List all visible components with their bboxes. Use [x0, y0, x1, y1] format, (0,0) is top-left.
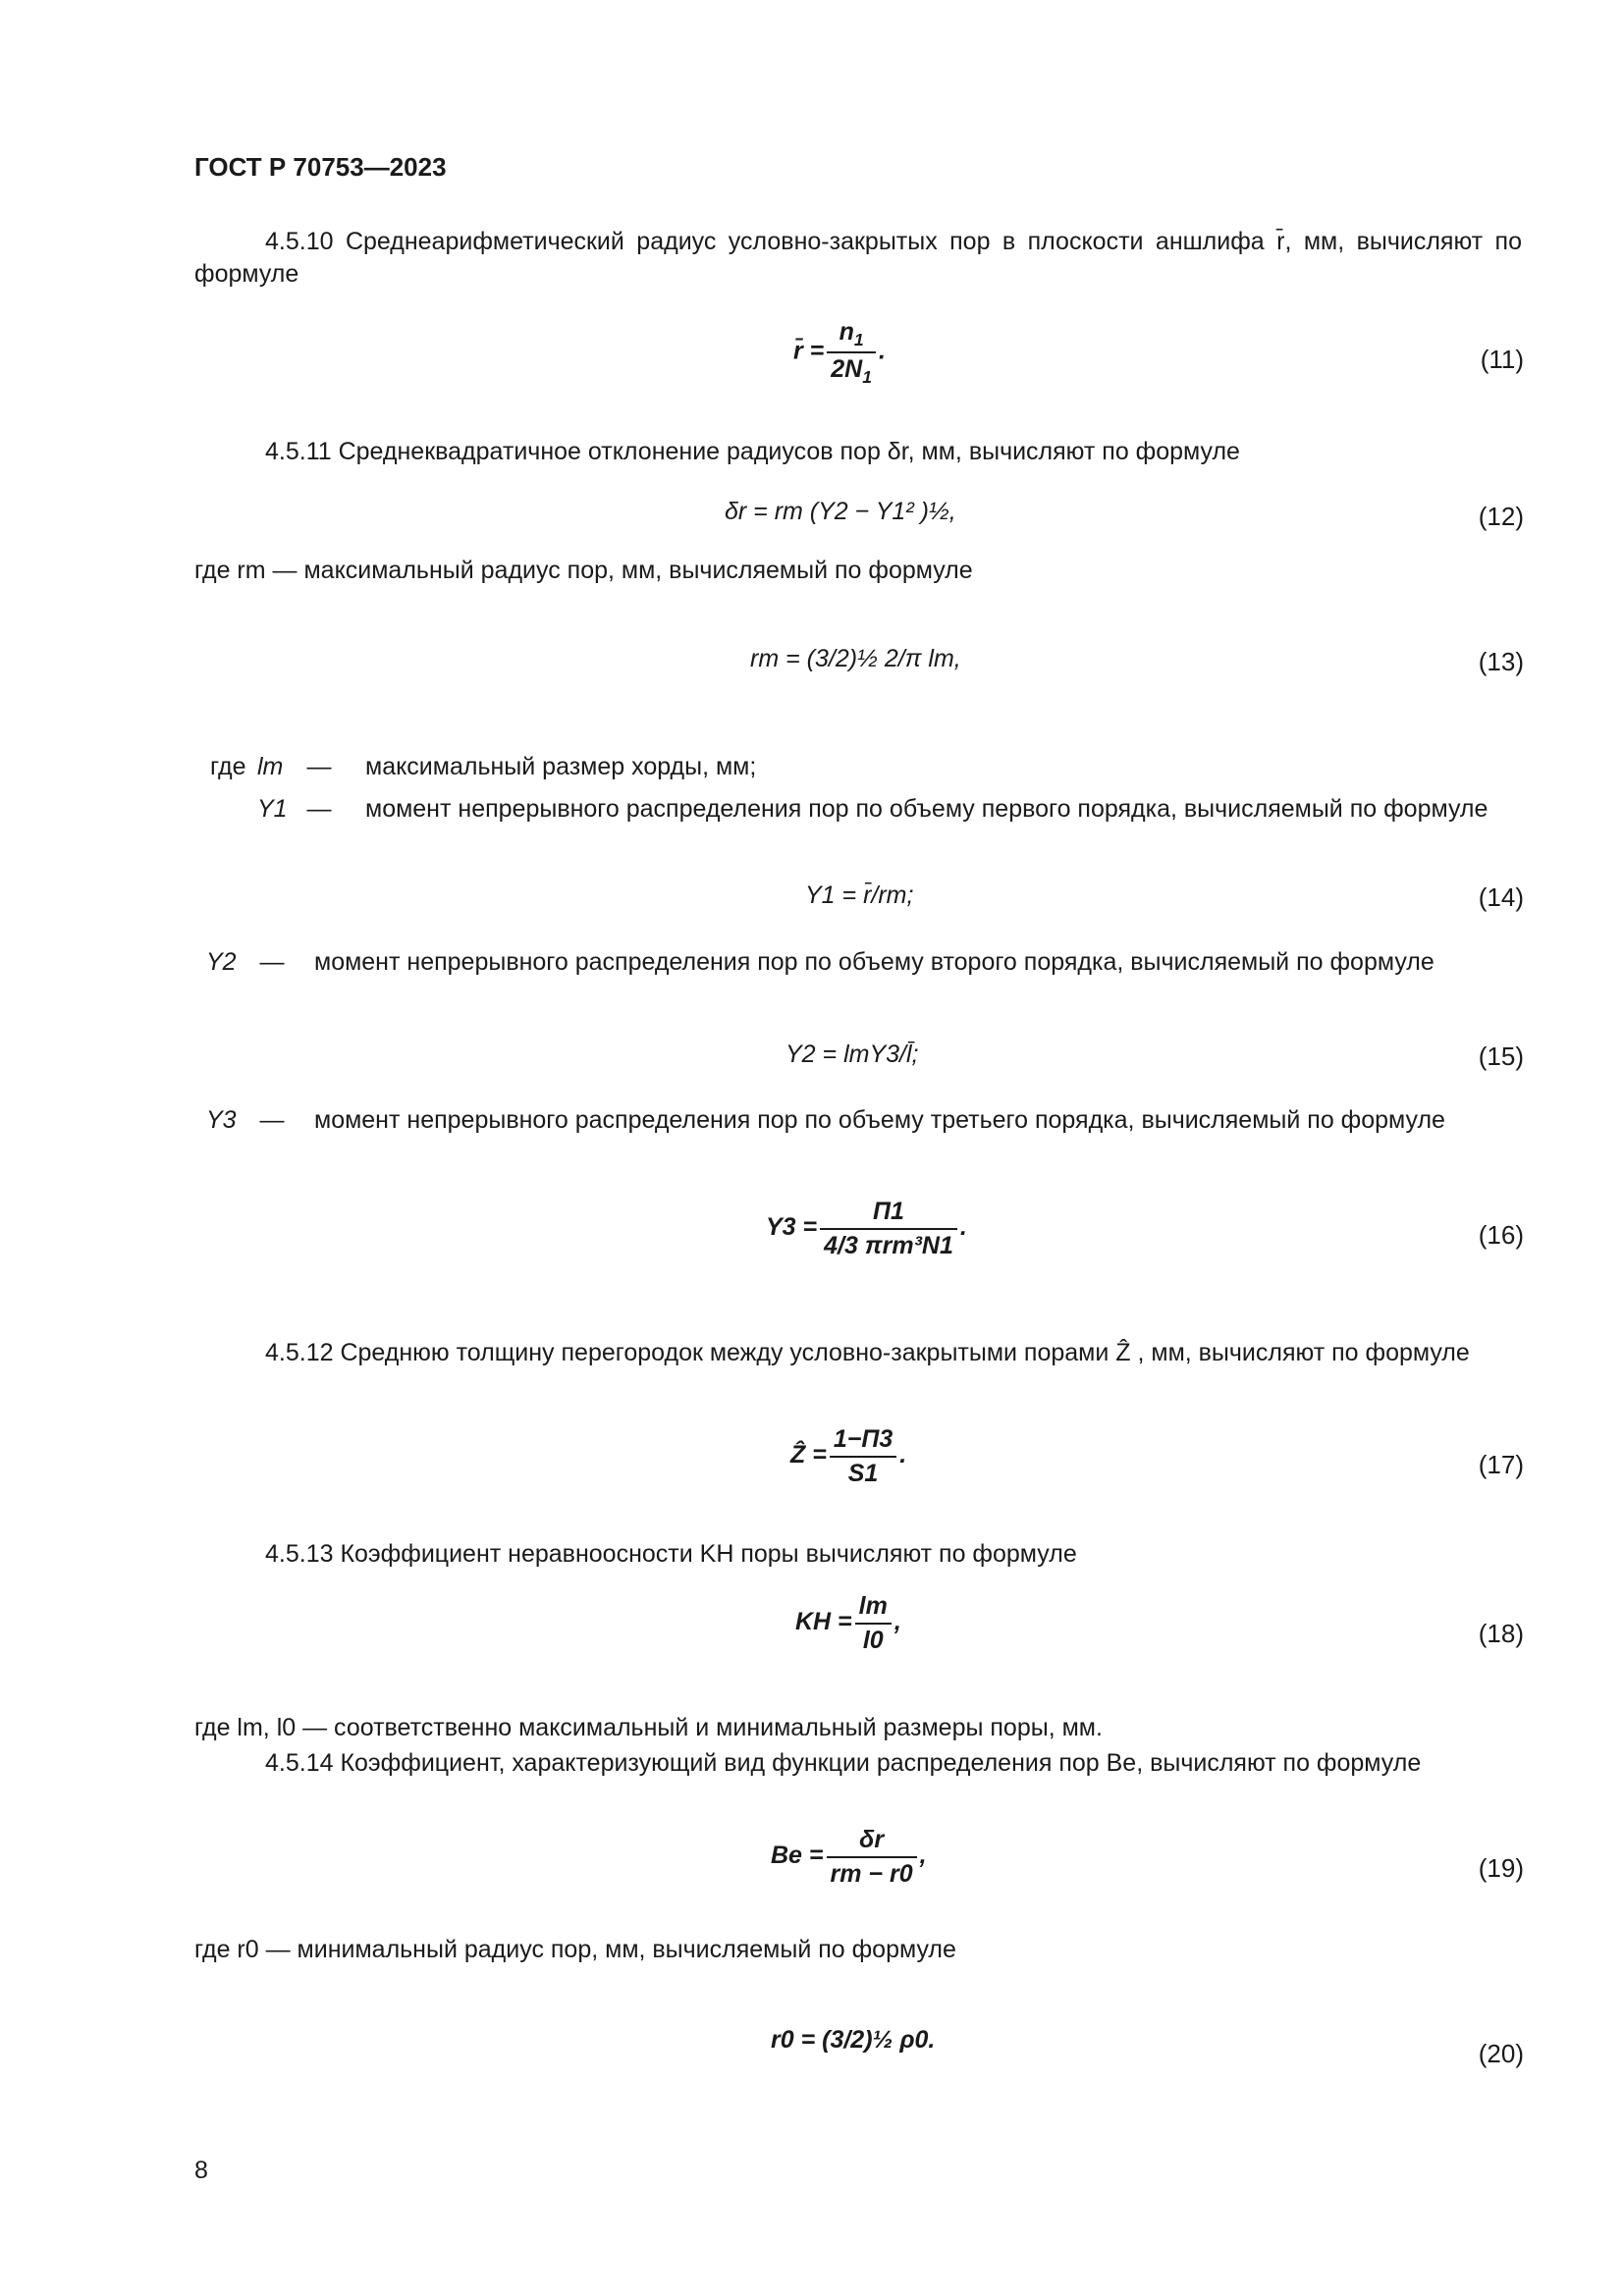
def-y3-desc: момент непрерывного распределения пор по объему третьего порядка, вычисляемый по формуле	[314, 1106, 1445, 1134]
equation-14: Y1 = r̄/rm;	[805, 881, 914, 909]
def-lm-symbol: lm	[257, 753, 284, 780]
paragraph-4-5-13: 4.5.13 Коэффициент неравноосности KH поры вычисляют по формуле	[265, 1540, 1077, 1568]
eq19-tail: ,	[919, 1842, 927, 1870]
eq17-fraction	[830, 1423, 896, 1489]
def-y3-symbol: Y3	[206, 1106, 237, 1134]
eq19-numerator: δr	[827, 1824, 917, 1858]
def-y1-dash: —	[306, 795, 332, 823]
equation-number-16: (16)	[1478, 1220, 1524, 1250]
equation-number-19: (19)	[1478, 1853, 1524, 1883]
equation-number-12: (12)	[1478, 502, 1524, 531]
paragraph-4-5-11: 4.5.11 Среднеквадратичное отклонение радиусов пор δr, мм, вычисляют по формуле	[265, 438, 1240, 465]
where-r0-text: где r0 — минимальный радиус пор, мм, вычисляемый по формуле	[194, 1936, 956, 1963]
eq11-tail: .	[878, 337, 886, 365]
equation-number-15: (15)	[1478, 1041, 1524, 1071]
eq11-numerator: n	[839, 318, 854, 346]
equation-12: δr = rm (Y2 − Y1² )½,	[725, 498, 956, 525]
page-number: 8	[194, 2157, 208, 2184]
eq18-fraction	[855, 1590, 892, 1656]
equation-20: r0 = (3/2)½ ρ0.	[771, 2026, 936, 2054]
eq18-denominator: l0	[862, 1626, 884, 1654]
paragraph-4-5-10: 4.5.10 Среднеарифметический радиус условно-закрытых пор в плоскости аншлифа r̄, мм, вычисляют по формуле	[194, 228, 1522, 288]
where-lm-l0-text: где lm, l0 — соответственно максимальный и минимальный размеры поры, мм.	[194, 1714, 1103, 1741]
eq19-lhs: Be =	[771, 1842, 824, 1870]
equation-number-18: (18)	[1478, 1619, 1524, 1648]
equation-13: rm = (3/2)½ 2/π lm,	[750, 645, 961, 672]
eq19-fraction	[827, 1824, 917, 1890]
def-lm-desc: максимальный размер хорды, мм;	[365, 753, 757, 780]
eq16-denominator: 4/3 πrm³N1	[824, 1231, 953, 1259]
equation-number-17: (17)	[1478, 1450, 1524, 1479]
eq16-fraction	[820, 1196, 957, 1261]
equation-number-20: (20)	[1478, 2039, 1524, 2068]
eq16-tail: .	[959, 1213, 967, 1242]
equation-19	[771, 1824, 927, 1890]
eq11-denominator-sub: 1	[862, 366, 872, 387]
equation-15: Y2 = lmY3/l̄;	[785, 1041, 919, 1068]
eq17-tail: .	[899, 1441, 907, 1469]
equation-17	[790, 1423, 906, 1489]
paragraph-4-5-12: 4.5.12 Среднюю толщину перегородок между условно-закрытыми порами Ẑ , мм, вычисляют по формуле	[265, 1339, 1470, 1366]
eq11-lhs: r̄ =	[793, 337, 825, 365]
eq11-fraction	[827, 316, 876, 389]
equation-11	[793, 316, 886, 389]
eq17-lhs: Ẑ =	[790, 1441, 827, 1469]
eq11-denominator: 2N	[831, 354, 863, 383]
paragraph-4-5-14: 4.5.14 Коэффициент, характеризующий вид функции распределения пор Be, вычисляют по формуле	[265, 1749, 1422, 1777]
def-y2-dash: —	[259, 948, 285, 976]
where-rm-text: где rm — максимальный радиус пор, мм, вычисляемый по формуле	[194, 557, 973, 584]
def-lm-prefix: где	[210, 753, 246, 780]
equation-number-11: (11)	[1480, 345, 1524, 374]
equation-number-13: (13)	[1478, 647, 1524, 676]
def-y3-dash: —	[259, 1106, 285, 1134]
equation-18	[795, 1590, 901, 1656]
equation-16	[766, 1196, 967, 1261]
document-header: ГОСТ Р 70753—2023	[194, 152, 447, 182]
def-y1-desc: момент непрерывного распределения пор по объему первого порядка, вычисляемый по формуле	[365, 795, 1489, 823]
eq16-lhs: Y3 =	[766, 1213, 818, 1242]
eq11-numerator-sub: 1	[853, 330, 864, 349]
eq18-numerator: lm	[855, 1590, 892, 1625]
eq18-lhs: KH =	[795, 1608, 852, 1636]
eq18-tail: ,	[893, 1608, 901, 1636]
eq17-denominator: S1	[847, 1459, 879, 1487]
equation-number-14: (14)	[1478, 882, 1524, 912]
def-lm-dash: —	[306, 753, 332, 780]
def-y2-symbol: Y2	[206, 948, 237, 976]
eq16-numerator: П1	[820, 1196, 957, 1230]
eq19-denominator: rm − r0	[830, 1859, 913, 1888]
def-y2-desc: момент непрерывного распределения пор по объему второго порядка, вычисляемый по формуле	[314, 948, 1435, 976]
def-y1-symbol: Y1	[257, 795, 288, 823]
eq17-numerator: 1−П3	[830, 1423, 896, 1458]
